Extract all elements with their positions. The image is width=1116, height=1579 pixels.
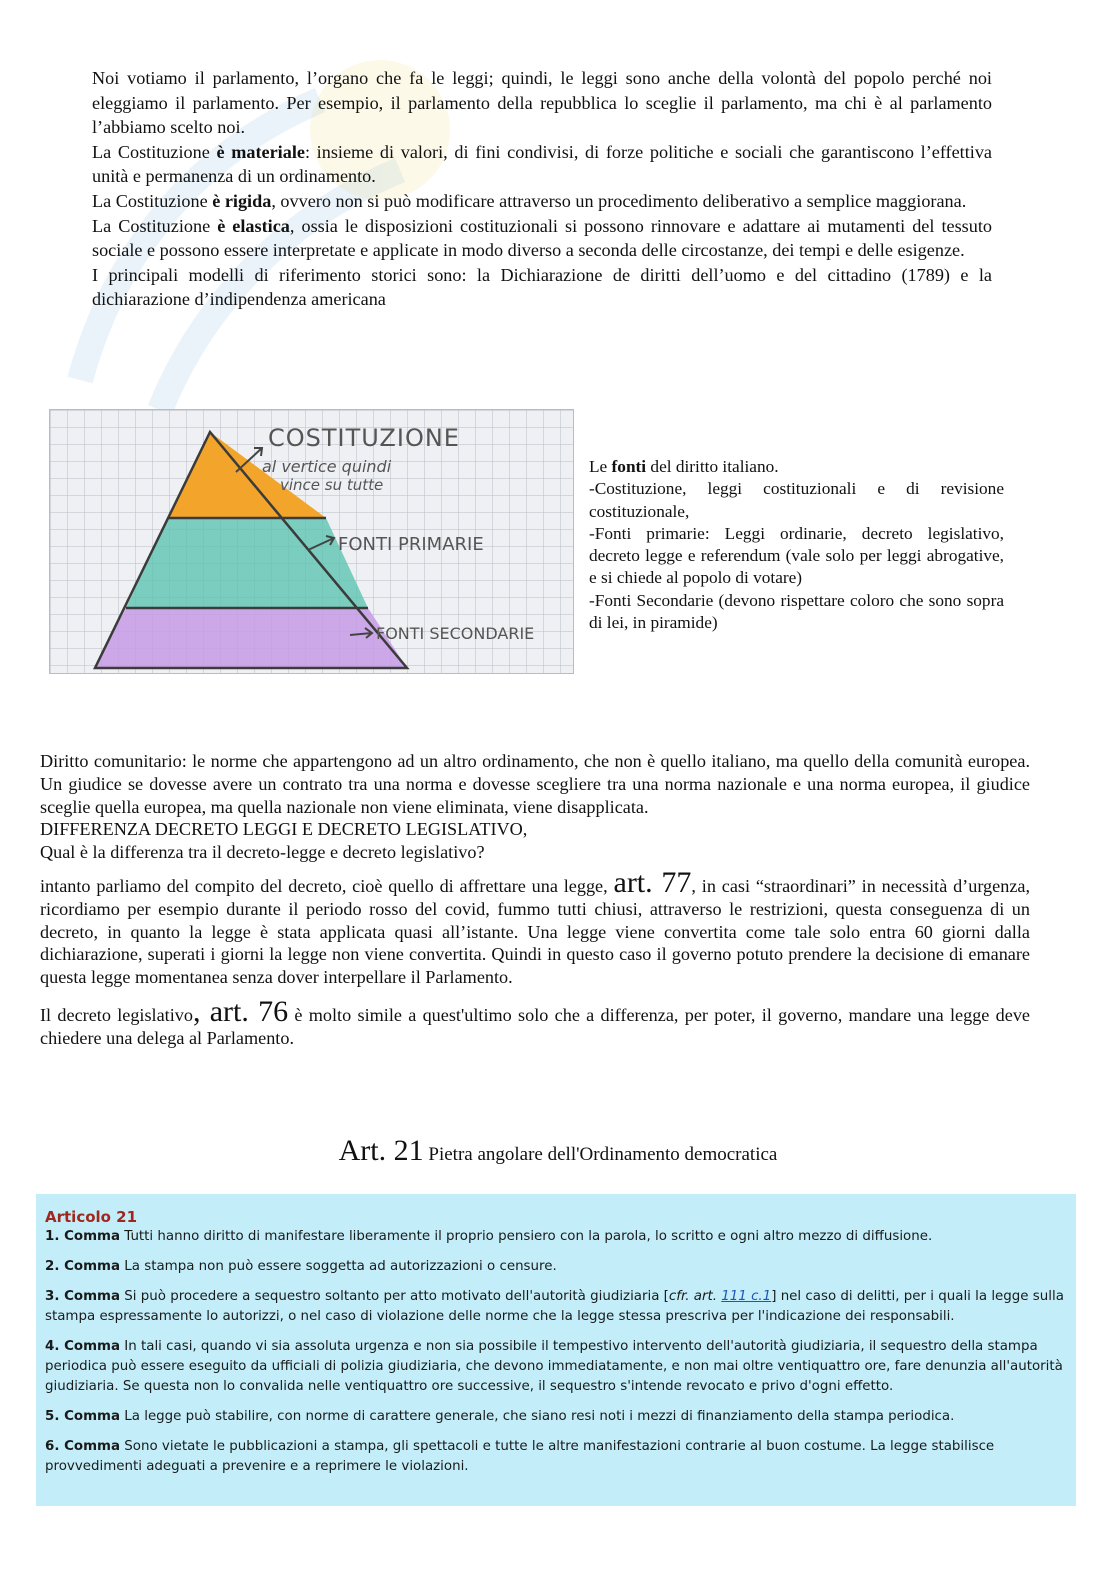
fonti-item-secondarie: -Fonti Secondarie (devono rispettare coloro che sono sopra di lei, in piramide) [589,590,1004,633]
modelli-storici: I principali modelli di riferimento storici sono: la Dichiarazione de diritti dell’uomo e del cittadino (1789) e la dichiarazione d’indipendenza americana [92,264,992,310]
art21-subtitle: Pietra angolare dell'Ordinamento democratica [423,1144,778,1165]
fonti-list [589,456,1004,634]
diritto-section [40,750,1030,1050]
label-note-2: vince su tutte [280,476,384,494]
costituzione-elastica: La Costituzione è elastica, ossia le disposizioni costituzionali si possono rinnovare e adattare ai mutamenti del tessuto sociale e possono essere interpretate e applicate in modo diverso a seconda delle circostanze, dei tempi e delle esigenze. [92,215,992,261]
articolo21-title: Articolo 21 [45,1208,138,1226]
pyramid-tier-bottom [95,608,407,668]
art21-label: Art. 21 [338,1134,424,1167]
comma-4: 4. Comma In tali casi, quando vi sia assoluta urgenza e non sia possibile il tempestivo intervento dell'autorità giudiziaria, il sequestro della stampa periodica può essere eseguito da ufficiali di polizia giudiziaria, che devono immediatamente, e non mai oltre ventiquattro ore, fare denunzia all'autorità giudiziaria. Se questa non lo convalida nelle ventiquattro ore successive, il sequestro s'intende revocato e privo d'ogni effetto. [45,1339,1063,1394]
ref-link-art111[interactable]: 111 c.1 [721,1289,772,1304]
comma-6: 6. Comma Sono vietate le pubblicazioni a stampa, gli spettacoli e tutte le altre manifestazioni contrarie al buon costume. La legge stabilisce provvedimenti adeguati a prevenire e a reprimere le violazioni. [45,1439,995,1474]
fonti-item-costituzione: -Costituzione, leggi costituzionali e di revisione costituzionale, [589,479,1004,521]
label-fonti-secondarie: FONTI SECONDARIE [376,624,535,643]
intro-text [92,66,992,312]
fonti-title: Le fonti del diritto italiano. [589,457,779,476]
differenza-question: Qual è la differenza tra il decreto-legge e decreto legislativo? [40,842,485,863]
art21-heading [0,1134,1116,1168]
label-note-1: al vertice quindi [262,457,392,476]
label-costituzione: COSTITUZIONE [268,424,460,452]
articolo21-box [36,1194,1076,1506]
comma-3: 3. Comma Si può procedere a sequestro soltanto per atto motivato dell'autorità giudiziaria [cfr. art. 111 c.1] nel caso di delitti, per i quali la legge sulla stampa espressamente lo autorizzi, o nel caso di violazione delle norme che la legge stessa prescriva per l'indicazione dei responsabili. [45,1289,1064,1324]
intro-paragraph: Noi votiamo il parlamento, l’organo che fa le leggi; quindi, le leggi sono anche della volontà del popolo perché noi eleggiamo il parlamento. Per esempio, il parlamento della repubblica lo sceglie il parlamento, ma chi è al parlamento l’abbiamo scelto noi. [92,68,992,138]
art76-paragraph: Il decreto legislativo, art. 76 è molto simile a quest'ultimo solo che a differenza, per poter, il governo, mandare una legge deve chiedere una delega al Parlamento. [40,994,1031,1048]
art77-paragraph: intanto parliamo del compito del decreto, cioè quello di affrettare una legge, art. 77, in casi “straordinari” in necessità d’urgenza, ricordiamo per esempio durante il periodo rosso del covid, fummo tutti chiusi, attraverso le restrizioni, questa conseguenza di un decreto, in quanto la legge è stata applicata quasi all’istante. Una legge viene convertita come tale solo entra 60 giorni dalla dichiarazione, superati i giorni la legge non viene convertita. Quindi in questo caso il governo potuto prendere la decisione di emanare questa legge momentanea senza dover interpellare il Parlamento. [40,865,1031,988]
art76-label: , art. 76 [192,994,289,1028]
fonti-item-primarie: -Fonti primarie: Leggi ordinarie, decreto legislativo, decreto legge e referendum (vale solo per leggi abrogative, e si chiede al popolo di votare) [589,523,1004,588]
art77-label: art. 77 [613,865,692,899]
costituzione-rigida: La Costituzione è rigida, ovvero non si può modificare attraverso un procedimento deliberativo a semplice maggiorana. [92,190,967,211]
comma-5: 5. Comma La legge può stabilire, con norme di carattere generale, che siano resi noti i mezzi di finanziamento della stampa periodica. [45,1409,955,1424]
diritto-comunitario: Diritto comunitario: le norme che appartengono ad un altro ordinamento, che non è quello italiano, ma quello della comunità europea. Un giudice se dovesse avere un contrato tra una norma e dovesse scegliere tra una norma nazionale e una norma europea, il giudice sceglie quella europea, ma quella nazionale non viene eliminata, viene disapplicata. [40,751,1030,817]
comma-1: 1. Comma Tutti hanno diritto di manifestare liberamente il proprio pensiero con la parola, lo scritto e ogni altro mezzo di diffusione. [45,1229,933,1244]
comma-2: 2. Comma La stampa non può essere soggetta ad autorizzazioni o censure. [45,1259,557,1274]
pyramid-image [49,409,574,674]
costituzione-materiale: La Costituzione è materiale: insieme di valori, di fini condivisi, di forze politiche e sociali che garantiscono l’effettiva unità e permanenza di un ordinamento. [92,141,992,187]
label-fonti-primarie: FONTI PRIMARIE [338,534,484,555]
differenza-heading: DIFFERENZA DECRETO LEGGI E DECRETO LEGISLATIVO, [40,819,528,840]
